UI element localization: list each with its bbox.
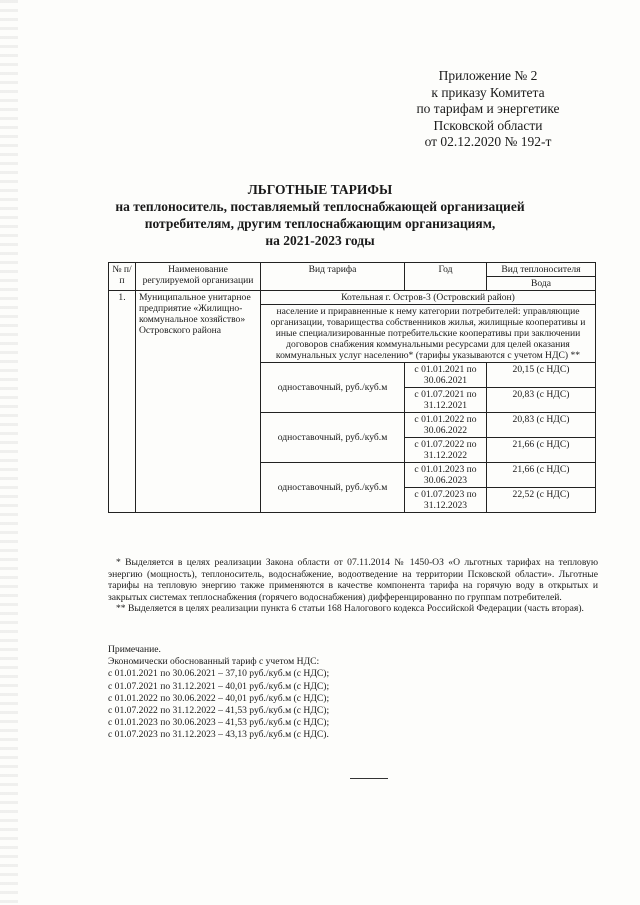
- header-carrier: Вид теплоносителя: [487, 263, 596, 277]
- closing-rule: [350, 778, 388, 779]
- remark-heading: Примечание.: [108, 644, 161, 655]
- period-dates: с 01.01.2023 по 30.06.2023: [405, 463, 487, 488]
- tariff-value: 20,83 (с НДС): [487, 388, 596, 413]
- tariff-value: 20,83 (с НДС): [487, 413, 596, 438]
- scan-edge: [0, 0, 18, 905]
- period-dates: с 01.01.2022 по 30.06.2022: [405, 413, 487, 438]
- header-water: Вода: [487, 277, 596, 291]
- remark-item: с 01.07.2022 по 31.12.2022 – 41,53 руб./куб.м (с НДС);: [108, 705, 330, 717]
- header-type: Вид тарифа: [261, 263, 405, 291]
- appendix-line: по тарифам и энергетике: [416, 101, 560, 116]
- tariff-type: одноставочный, руб./куб.м: [261, 463, 405, 513]
- period-dates: с 01.01.2021 по 30.06.2021: [405, 363, 487, 388]
- remark-item: с 01.01.2021 по 30.06.2021 – 37,10 руб./куб.м (с НДС);: [108, 668, 330, 680]
- consumer-category: население и приравненные к нему категории потребителей: управляющие организации, товарищества собственников жилья, жилищные кооперативы и иные специализированные потребительские кооперативы при заключении договоров снабжения коммунальными ресурсами для целей оказания коммунальных услуг населению* (тарифы указываются с учетом НДС) **: [261, 305, 596, 363]
- footnote: ** Выделяется в целях реализации пункта 6 статьи 168 Налогового кодекса Российской Федерации (часть вторая).: [116, 603, 584, 614]
- tariff-value: 21,66 (с НДС): [487, 438, 596, 463]
- tariff-table: [108, 262, 596, 513]
- period-dates: с 01.07.2022 по 31.12.2022: [405, 438, 487, 463]
- remark-item: с 01.07.2021 по 31.12.2021 – 40,01 руб./куб.м (с НДС);: [108, 680, 330, 692]
- footnotes: [108, 557, 598, 615]
- title-line: потребителям, другим теплоснабжающим организациям,: [144, 216, 496, 231]
- appendix-block: [398, 68, 578, 151]
- remark-item: с 01.01.2022 по 30.06.2022 – 40,01 руб./куб.м (с НДС);: [108, 692, 330, 704]
- header-num: № п/п: [109, 263, 136, 291]
- remark-item: с 01.01.2023 по 30.06.2023 – 41,53 руб./куб.м (с НДС);: [108, 717, 330, 729]
- remark-intro: Экономически обоснованный тариф с учетом НДС:: [108, 656, 320, 668]
- tariff-value: 21,66 (с НДС): [487, 463, 596, 488]
- boiler-house: Котельная г. Остров-3 (Островский район): [261, 291, 596, 305]
- title-line: ЛЬГОТНЫЕ ТАРИФЫ: [247, 182, 393, 197]
- title-line: на 2021-2023 годы: [265, 233, 375, 248]
- appendix-line: к приказу Комитета: [431, 84, 545, 100]
- tariff-value: 22,52 (с НДС): [487, 488, 596, 513]
- organization-name: Муниципальное унитарное предприятие «Жилищно-коммунальное хозяйство» Островского района: [136, 291, 261, 513]
- period-dates: с 01.07.2021 по 31.12.2021: [405, 388, 487, 413]
- table-row: [109, 291, 596, 305]
- footnote: * Выделяется в целях реализации Закона области от 07.11.2014 № 1450-ОЗ «О льготных тарифах на тепловую энергию (мощность), теплоноситель, водоснабжение, водоотведение на территории Псковской области». Льготные тарифы на тепловую энергию также применяются в качестве компонента тарифа на горячую воду в открытых и закрытых системах теплоснабжения (горячего водоснабжения) дифференцированно по группам потребителей.: [108, 557, 598, 603]
- period-dates: с 01.07.2023 по 31.12.2023: [405, 488, 487, 513]
- title-line: на теплоноситель, поставляемый теплоснабжающей организацией: [115, 199, 525, 214]
- header-org: Наименование регулируемой организации: [136, 263, 261, 291]
- appendix-line: от 02.12.2020 № 192-т: [424, 134, 552, 149]
- header-year: Год: [405, 263, 487, 291]
- tariff-value: 20,15 (с НДС): [487, 363, 596, 388]
- document-title: [40, 181, 600, 249]
- remark-item: с 01.07.2023 по 31.12.2023 – 43,13 руб./куб.м (с НДС).: [108, 729, 329, 741]
- appendix-line: Псковской области: [433, 117, 543, 133]
- table-header-row: [109, 263, 596, 277]
- appendix-line: Приложение № 2: [438, 68, 538, 83]
- remark-block: [108, 644, 428, 742]
- tariff-type: одноставочный, руб./куб.м: [261, 413, 405, 463]
- tariff-type: одноставочный, руб./куб.м: [261, 363, 405, 413]
- row-number: 1.: [109, 291, 136, 513]
